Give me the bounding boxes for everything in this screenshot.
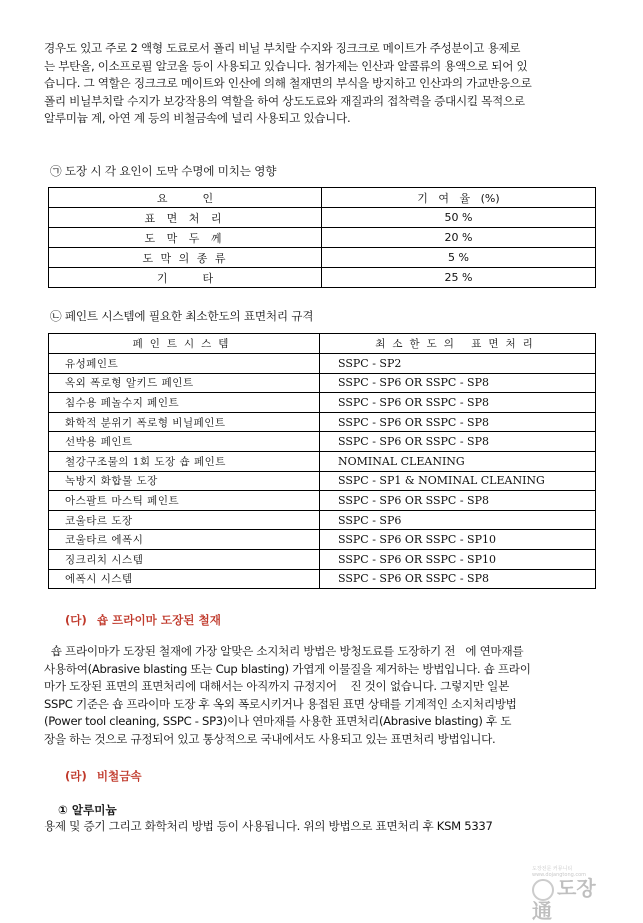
text-line: (Power tool cleaning, SSPC - SP3)이나 연마재를 사용한 표면처리(Abrasive blasting) 후 도 xyxy=(44,714,512,728)
table-row xyxy=(49,412,596,432)
table-cell: 표 면 처 리 xyxy=(49,208,322,228)
table-row xyxy=(49,354,596,374)
section-d1-title: ① 알루미늄 xyxy=(58,803,117,817)
table-cell: 25 % xyxy=(322,268,596,288)
section-d1-paragraph xyxy=(44,818,604,836)
paint-system-cell: 코울타르 에폭시 xyxy=(49,530,320,550)
table-row xyxy=(49,510,596,530)
table-row xyxy=(49,268,596,288)
table-header-cell: 요 인 xyxy=(49,188,322,208)
section-c-number: (다) xyxy=(65,613,87,627)
surface-spec-cell: SSPC - SP2 xyxy=(320,354,596,374)
table-cell: 5 % xyxy=(322,248,596,268)
text-line: 장을 하는 것으로 규정되어 있고 통상적으로 국내에서도 사용되고 있는 표면처리 방법입니다. xyxy=(44,731,496,746)
surface-prep-table xyxy=(48,333,596,589)
table-header-row xyxy=(49,188,596,208)
text-line: 알루미늄 계, 아연 계 등의 비철금속에 널리 사용되고 있습니다. xyxy=(44,111,351,125)
surface-spec-cell: SSPC - SP6 OR SSPC - SP10 xyxy=(320,549,596,569)
table-row xyxy=(49,373,596,393)
watermark-logo xyxy=(532,866,612,923)
watermark-caption: 도장전문 커뮤니티 www.dojangtong.com xyxy=(532,866,587,878)
section-c-paragraph xyxy=(44,643,604,748)
section-a-title: ㉠ 도장 시 각 요인이 도막 수명에 미치는 영향 xyxy=(50,164,277,178)
surface-spec-cell: SSPC - SP1 & NOMINAL CLEANING xyxy=(320,471,596,491)
surface-spec-cell: SSPC - SP6 OR SSPC - SP8 xyxy=(320,432,596,452)
text-line: 사용하여(Abrasive blasting 또는 Cup blasting) 가엽게 이물질을 제거하는 방법입니다. 숍 프라이 xyxy=(44,661,531,676)
text-line: 습니다. 그 역할은 징크크로 메이트와 인산에 의해 철재면의 부식을 방지하고 인산과의 가교반응으로 xyxy=(44,76,532,90)
table-cell: 도 막 의 종 류 xyxy=(49,248,322,268)
paint-system-cell: 철강구조물의 1회 도장 숍 페인트 xyxy=(49,451,320,471)
surface-spec-cell: SSPC - SP6 xyxy=(320,510,596,530)
surface-spec-cell: NOMINAL CLEANING xyxy=(320,451,596,471)
section-d-heading xyxy=(65,768,142,784)
paint-system-cell: 옥외 폭로형 알키드 페인트 xyxy=(49,373,320,393)
paint-system-cell: 에폭시 시스템 xyxy=(49,569,320,589)
table-cell: 기 타 xyxy=(49,268,322,288)
paint-system-cell: 화학적 분위기 폭로형 비닐페인트 xyxy=(49,412,320,432)
text-line: 경우도 있고 주로 2 액형 도료로서 폴리 비닐 부치랄 수지와 징크크로 메이트가 주성분이고 용제로 xyxy=(44,41,521,55)
table-row xyxy=(49,549,596,569)
text-line: 폴리 비닐부치랄 수지가 보강작용의 역할을 하여 상도도료와 재질과의 접착력을 증대시킬 목적으로 xyxy=(44,93,525,108)
paint-system-cell: 징크리치 시스템 xyxy=(49,549,320,569)
surface-spec-cell: SSPC - SP6 OR SSPC - SP8 xyxy=(320,569,596,589)
table-row xyxy=(49,228,596,248)
table-row xyxy=(49,471,596,491)
text-line: SSPC 기준은 숍 프라이마 도장 후 옥외 폭로시키거나 용접된 표면 상태를 기계적인 소지처리방법 xyxy=(44,696,517,711)
paint-system-cell: 코울타르 도장 xyxy=(49,510,320,530)
paint-system-cell: 아스팔트 마스틱 페인트 xyxy=(49,491,320,511)
table-row xyxy=(49,491,596,511)
surface-spec-cell: SSPC - SP6 OR SSPC - SP10 xyxy=(320,530,596,550)
table-row xyxy=(49,208,596,228)
section-c-heading xyxy=(65,612,221,628)
text-line: 숍 프라이마가 도장된 철재에 가장 알맞은 소지처리 방법은 방청도료를 도장하기 전 에 연마재를 xyxy=(44,644,524,658)
table-header-row xyxy=(49,334,596,354)
factor-table xyxy=(48,187,596,288)
table-cell: 20 % xyxy=(322,228,596,248)
surface-spec-cell: SSPC - SP6 OR SSPC - SP8 xyxy=(320,393,596,413)
table-row xyxy=(49,530,596,550)
watermark-text: 도장通 xyxy=(532,876,596,923)
paint-system-cell: 침수용 페놀수지 페인트 xyxy=(49,393,320,413)
section-d-number: (라) xyxy=(65,769,87,783)
paint-system-cell: 녹방지 화합물 도장 xyxy=(49,471,320,491)
table-row xyxy=(49,569,596,589)
section-b-title: ㉡ 페인트 시스템에 필요한 최소한도의 표면처리 규격 xyxy=(50,309,314,323)
table-cell: 50 % xyxy=(322,208,596,228)
table-row xyxy=(49,451,596,471)
section-c-title: 숍 프라이마 도장된 철재 xyxy=(96,613,221,627)
text-line: 마가 도장된 표면의 표면처리에 대해서는 아직까지 규정지어 진 것이 없습니다. 그렇지만 일본 xyxy=(44,679,509,693)
table-header-cell: 페인트시스템 xyxy=(49,334,320,354)
paint-system-cell: 유성페인트 xyxy=(49,354,320,374)
surface-spec-cell: SSPC - SP6 OR SSPC - SP8 xyxy=(320,412,596,432)
table-header-cell: 최소한도의 표면처리 xyxy=(320,334,596,354)
table-row xyxy=(49,393,596,413)
surface-spec-cell: SSPC - SP6 OR SSPC - SP8 xyxy=(320,491,596,511)
section-d-title: 비철금속 xyxy=(96,769,142,783)
text-line: 는 부탄올, 이소프로필 알코올 등이 사용되고 있습니다. 첨가제는 인산과 알콜류의 용액으로 되어 있 xyxy=(44,58,528,73)
table-header-cell: 기 여 율 (%) xyxy=(322,188,596,208)
intro-paragraph xyxy=(44,40,604,128)
table-cell: 도 막 두 께 xyxy=(49,228,322,248)
text-line: 용제 및 증기 그리고 화학처리 방법 등이 사용됩니다. 위의 방법으로 표면처리 후 KSM 5337 xyxy=(44,819,493,833)
table-row xyxy=(49,432,596,452)
logo-icon xyxy=(532,879,554,901)
table-row xyxy=(49,248,596,268)
paint-system-cell: 선박용 페인트 xyxy=(49,432,320,452)
surface-spec-cell: SSPC - SP6 OR SSPC - SP8 xyxy=(320,373,596,393)
